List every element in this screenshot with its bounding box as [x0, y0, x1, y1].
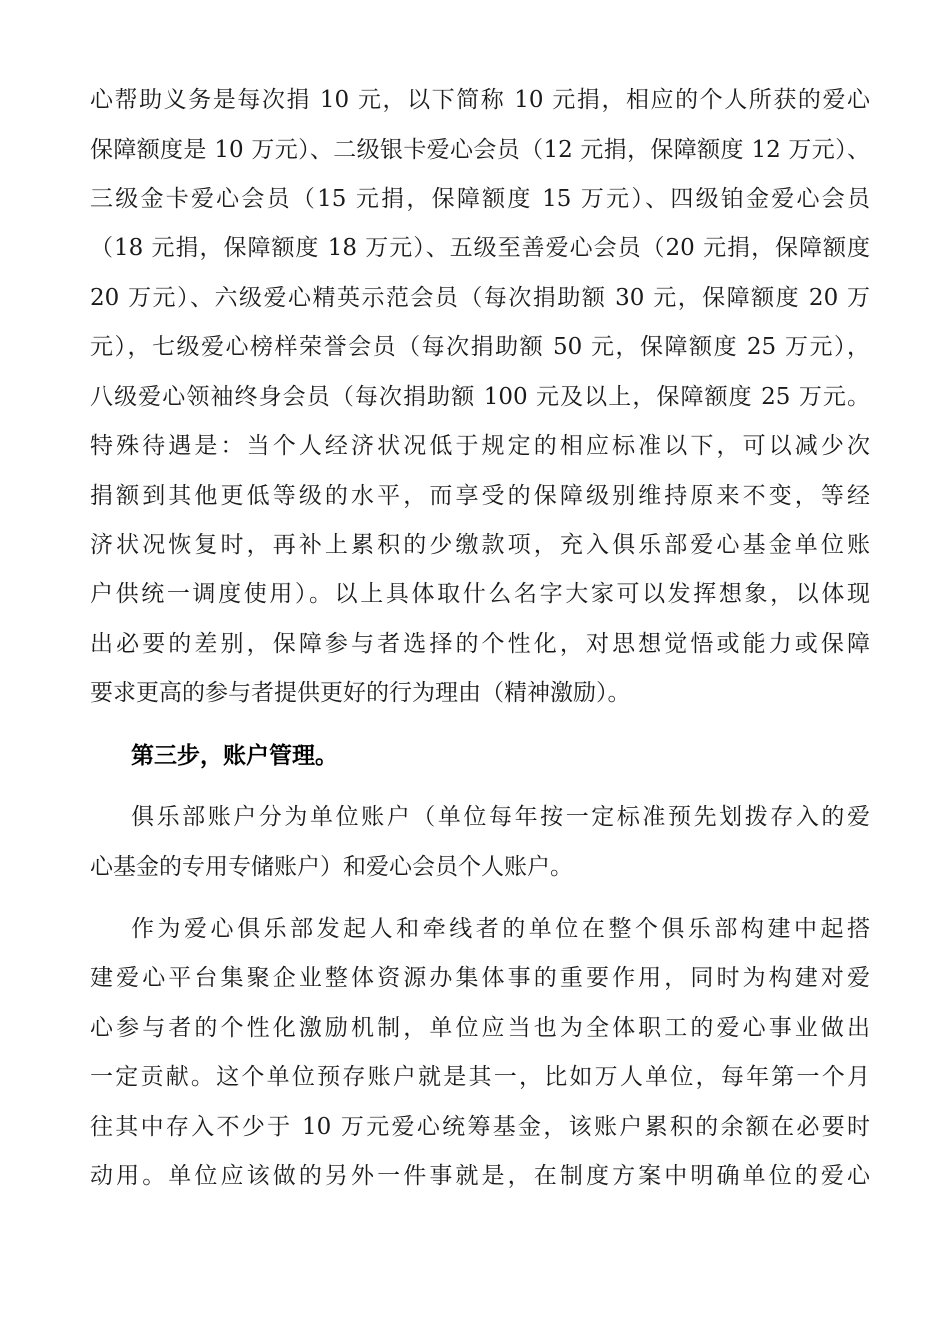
text-line: 捐额到其他更低等级的水平，而享受的保障级别维持原来不变，等经: [90, 483, 870, 509]
text-line: 八级爱心领袖终身会员（每次捐助额 100 元及以上，保障额度 25 万元。: [90, 384, 870, 410]
text-line: 特殊待遇是：当个人经济状况低于规定的相应标准以下，可以减少次: [90, 433, 870, 459]
text-line: 要求更高的参与者提供更好的行为理由（精神激励）。: [90, 680, 631, 706]
text-line: 户供统一调度使用）。以上具体取什么名字大家可以发挥想象，以体现: [90, 581, 870, 607]
text-line: 20 万元）、六级爱心精英示范会员（每次捐助额 30 元，保障额度 20 万: [90, 285, 870, 311]
text-line: 心参与者的个性化激励机制，单位应当也为全体职工的爱心事业做出: [90, 1015, 870, 1041]
text-line: 心帮助义务是每次捐 10 元，以下简称 10 元捐，相应的个人所获的爱心: [90, 87, 870, 113]
text-line: 俱乐部账户分为单位账户（单位每年按一定标准预先划拨存入的爱: [131, 804, 870, 830]
text-line: 作为爱心俱乐部发起人和牵线者的单位在整个俱乐部构建中起搭: [131, 916, 870, 942]
text-line: 动用。单位应该做的另外一件事就是，在制度方案中明确单位的爱心: [90, 1163, 870, 1189]
text-line: 元），七级爱心榜样荣誉会员（每次捐助额 50 元，保障额度 25 万元），: [90, 334, 870, 360]
section-heading: 第三步，账户管理。: [131, 743, 338, 769]
text-line: 建爱心平台集聚企业整体资源办集体事的重要作用，同时为构建对爱: [90, 965, 870, 991]
text-line: 往其中存入不少于 10 万元爱心统筹基金，该账户累积的余额在必要时: [90, 1114, 870, 1140]
text-line: 一定贡献。这个单位预存账户就是其一，比如万人单位，每年第一个月: [90, 1064, 870, 1090]
text-line: 出必要的差别，保障参与者选择的个性化，对思想觉悟或能力或保障: [90, 631, 870, 657]
text-line: 保障额度是 10 万元）、二级银卡爱心会员（12 元捐，保障额度 12 万元）、: [90, 137, 870, 163]
text-line: 济状况恢复时，再补上累积的少缴款项，充入俱乐部爱心基金单位账: [90, 532, 870, 558]
text-line: （18 元捐，保障额度 18 万元）、五级至善爱心会员（20 元捐，保障额度: [90, 235, 870, 261]
text-line: 心基金的专用专储账户）和爱心会员个人账户。: [90, 854, 573, 880]
text-line: 三级金卡爱心会员（15 元捐，保障额度 15 万元）、四级铂金爱心会员: [90, 186, 870, 212]
